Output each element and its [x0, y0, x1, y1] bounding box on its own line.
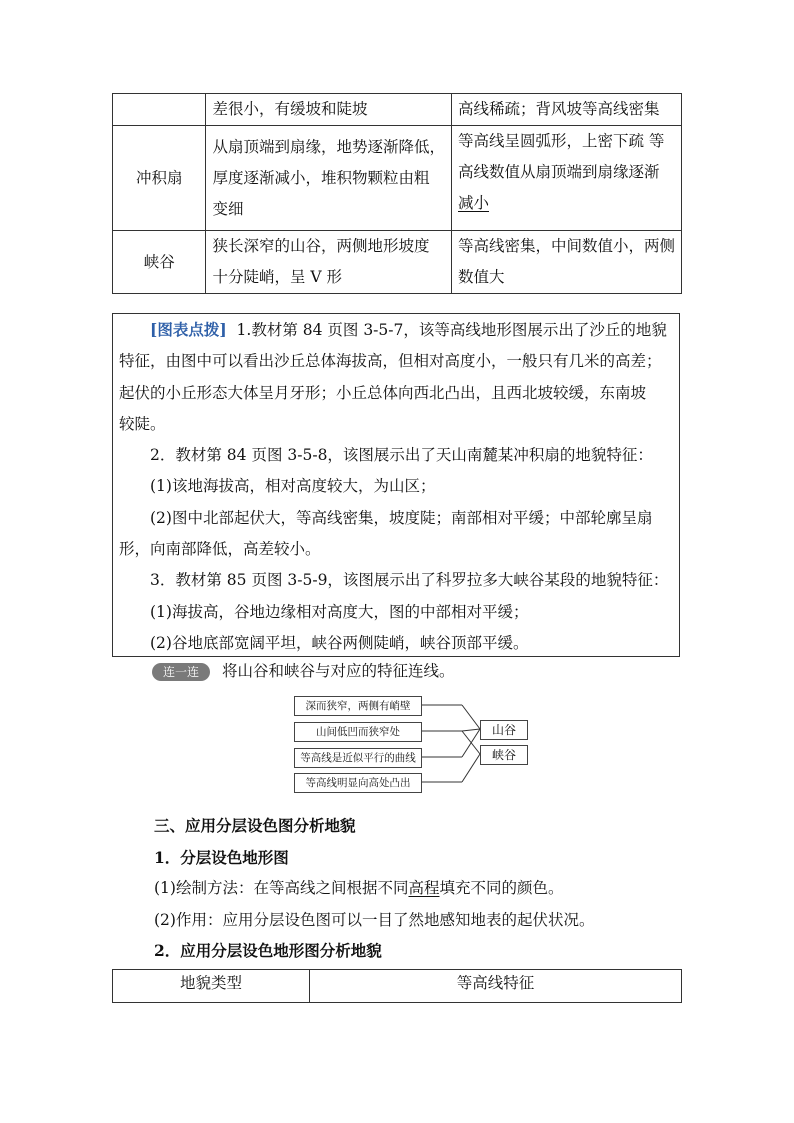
match-left-item[interactable]: 等高线明显向高处凸出	[294, 773, 422, 793]
table-cell-name: 峡谷	[113, 231, 206, 294]
note-paragraph: [图表点拨] 1.教材第 84 页图 3-5-7，该等高线地形图展示出了沙丘的地貌	[150, 320, 667, 339]
subsection-heading: 2．应用分层设色地形图分析地貌	[154, 941, 382, 960]
note-paragraph: (2)图中北部起伏大，等高线密集，坡度陡；南部相对平缓；中部轮廓呈扇	[150, 508, 653, 527]
table-row	[113, 94, 682, 126]
connect-badge: 连一连	[152, 663, 210, 681]
note-paragraph: 2．教材第 84 页图 3-5-8，该图展示出了天山南麓某冲积扇的地貌特征：	[150, 446, 653, 465]
table-cell-desc: 狭长深窄的山谷，两侧地形坡度 十分陡峭，呈 V 形	[206, 231, 452, 294]
landform-table	[112, 93, 682, 294]
note-line: 起伏的小丘形态大体呈月牙形；小丘总体向西北凸出，且西北坡较缓，东南坡	[119, 383, 647, 402]
table-cell-name	[113, 94, 206, 126]
match-left-item[interactable]: 等高线是近似平行的曲线	[294, 748, 422, 768]
section-heading: 三、应用分层设色图分析地貌	[154, 816, 356, 835]
figure-note-box	[112, 313, 680, 657]
table-cell-contour: 等高线呈圆弧形，上密下疏 等 高线数值从扇顶端到扇缘逐渐 减小	[451, 126, 681, 231]
note-paragraph: (2)谷地底部宽阔平坦，峡谷两侧陡峭，峡谷顶部平缓。	[150, 633, 529, 652]
note-line: 形，向南部降低，高差较小。	[119, 540, 321, 559]
match-right-item[interactable]: 山谷	[480, 720, 528, 740]
connect-instruction: 将山谷和峡谷与对应的特征连线。	[222, 662, 455, 680]
matching-diagram	[292, 694, 532, 796]
note-line: 特征，由图中可以看出沙丘总体海拔高，但相对高度小，一般只有几米的高差；	[119, 352, 662, 371]
table-row	[113, 231, 682, 294]
match-left-item[interactable]: 山间低凹而狭窄处	[294, 722, 422, 742]
subsection-heading: 1．分层设色地形图	[154, 848, 289, 867]
table-row	[113, 126, 682, 231]
note-tag: [图表点拨]	[150, 320, 227, 339]
table-cell-name: 冲积扇	[113, 126, 206, 231]
connect-exercise	[152, 661, 455, 681]
table-cell-desc: 从扇顶端到扇缘，地势逐渐降低， 厚度逐渐减小，堆积物颗粒由粗 变细	[206, 126, 452, 231]
table-header: 地貌类型	[113, 970, 310, 1003]
match-left-item[interactable]: 深而狭窄，两侧有峭壁	[294, 696, 422, 716]
table-cell-contour: 等高线密集，中间数值小，两侧 数值大	[451, 231, 681, 294]
note-paragraph: (1)该地海拔高，相对高度较大，为山区；	[150, 477, 436, 496]
note-line: 较陡。	[119, 414, 166, 433]
body-text: (2)作用：应用分层设色图可以一目了然地感知地表的起伏状况。	[154, 911, 595, 929]
table-header: 等高线特征	[310, 970, 682, 1003]
table-cell-desc: 差很小，有缓坡和陡坡	[206, 94, 452, 126]
note-paragraph: (1)海拔高，谷地边缘相对高度大，图的中部相对平缓；	[150, 602, 529, 621]
table-header-row	[113, 970, 682, 1003]
match-right-item[interactable]: 峡谷	[480, 745, 528, 765]
body-text: (1)绘制方法：在等高线之间根据不同高程填充不同的颜色。	[154, 879, 564, 897]
table-cell-contour: 高线稀疏；背风坡等高线密集	[451, 94, 681, 126]
layered-color-table	[112, 969, 682, 1003]
note-paragraph: 3．教材第 85 页图 3-5-9，该图展示出了科罗拉多大峡谷某段的地貌特征：	[150, 571, 669, 590]
